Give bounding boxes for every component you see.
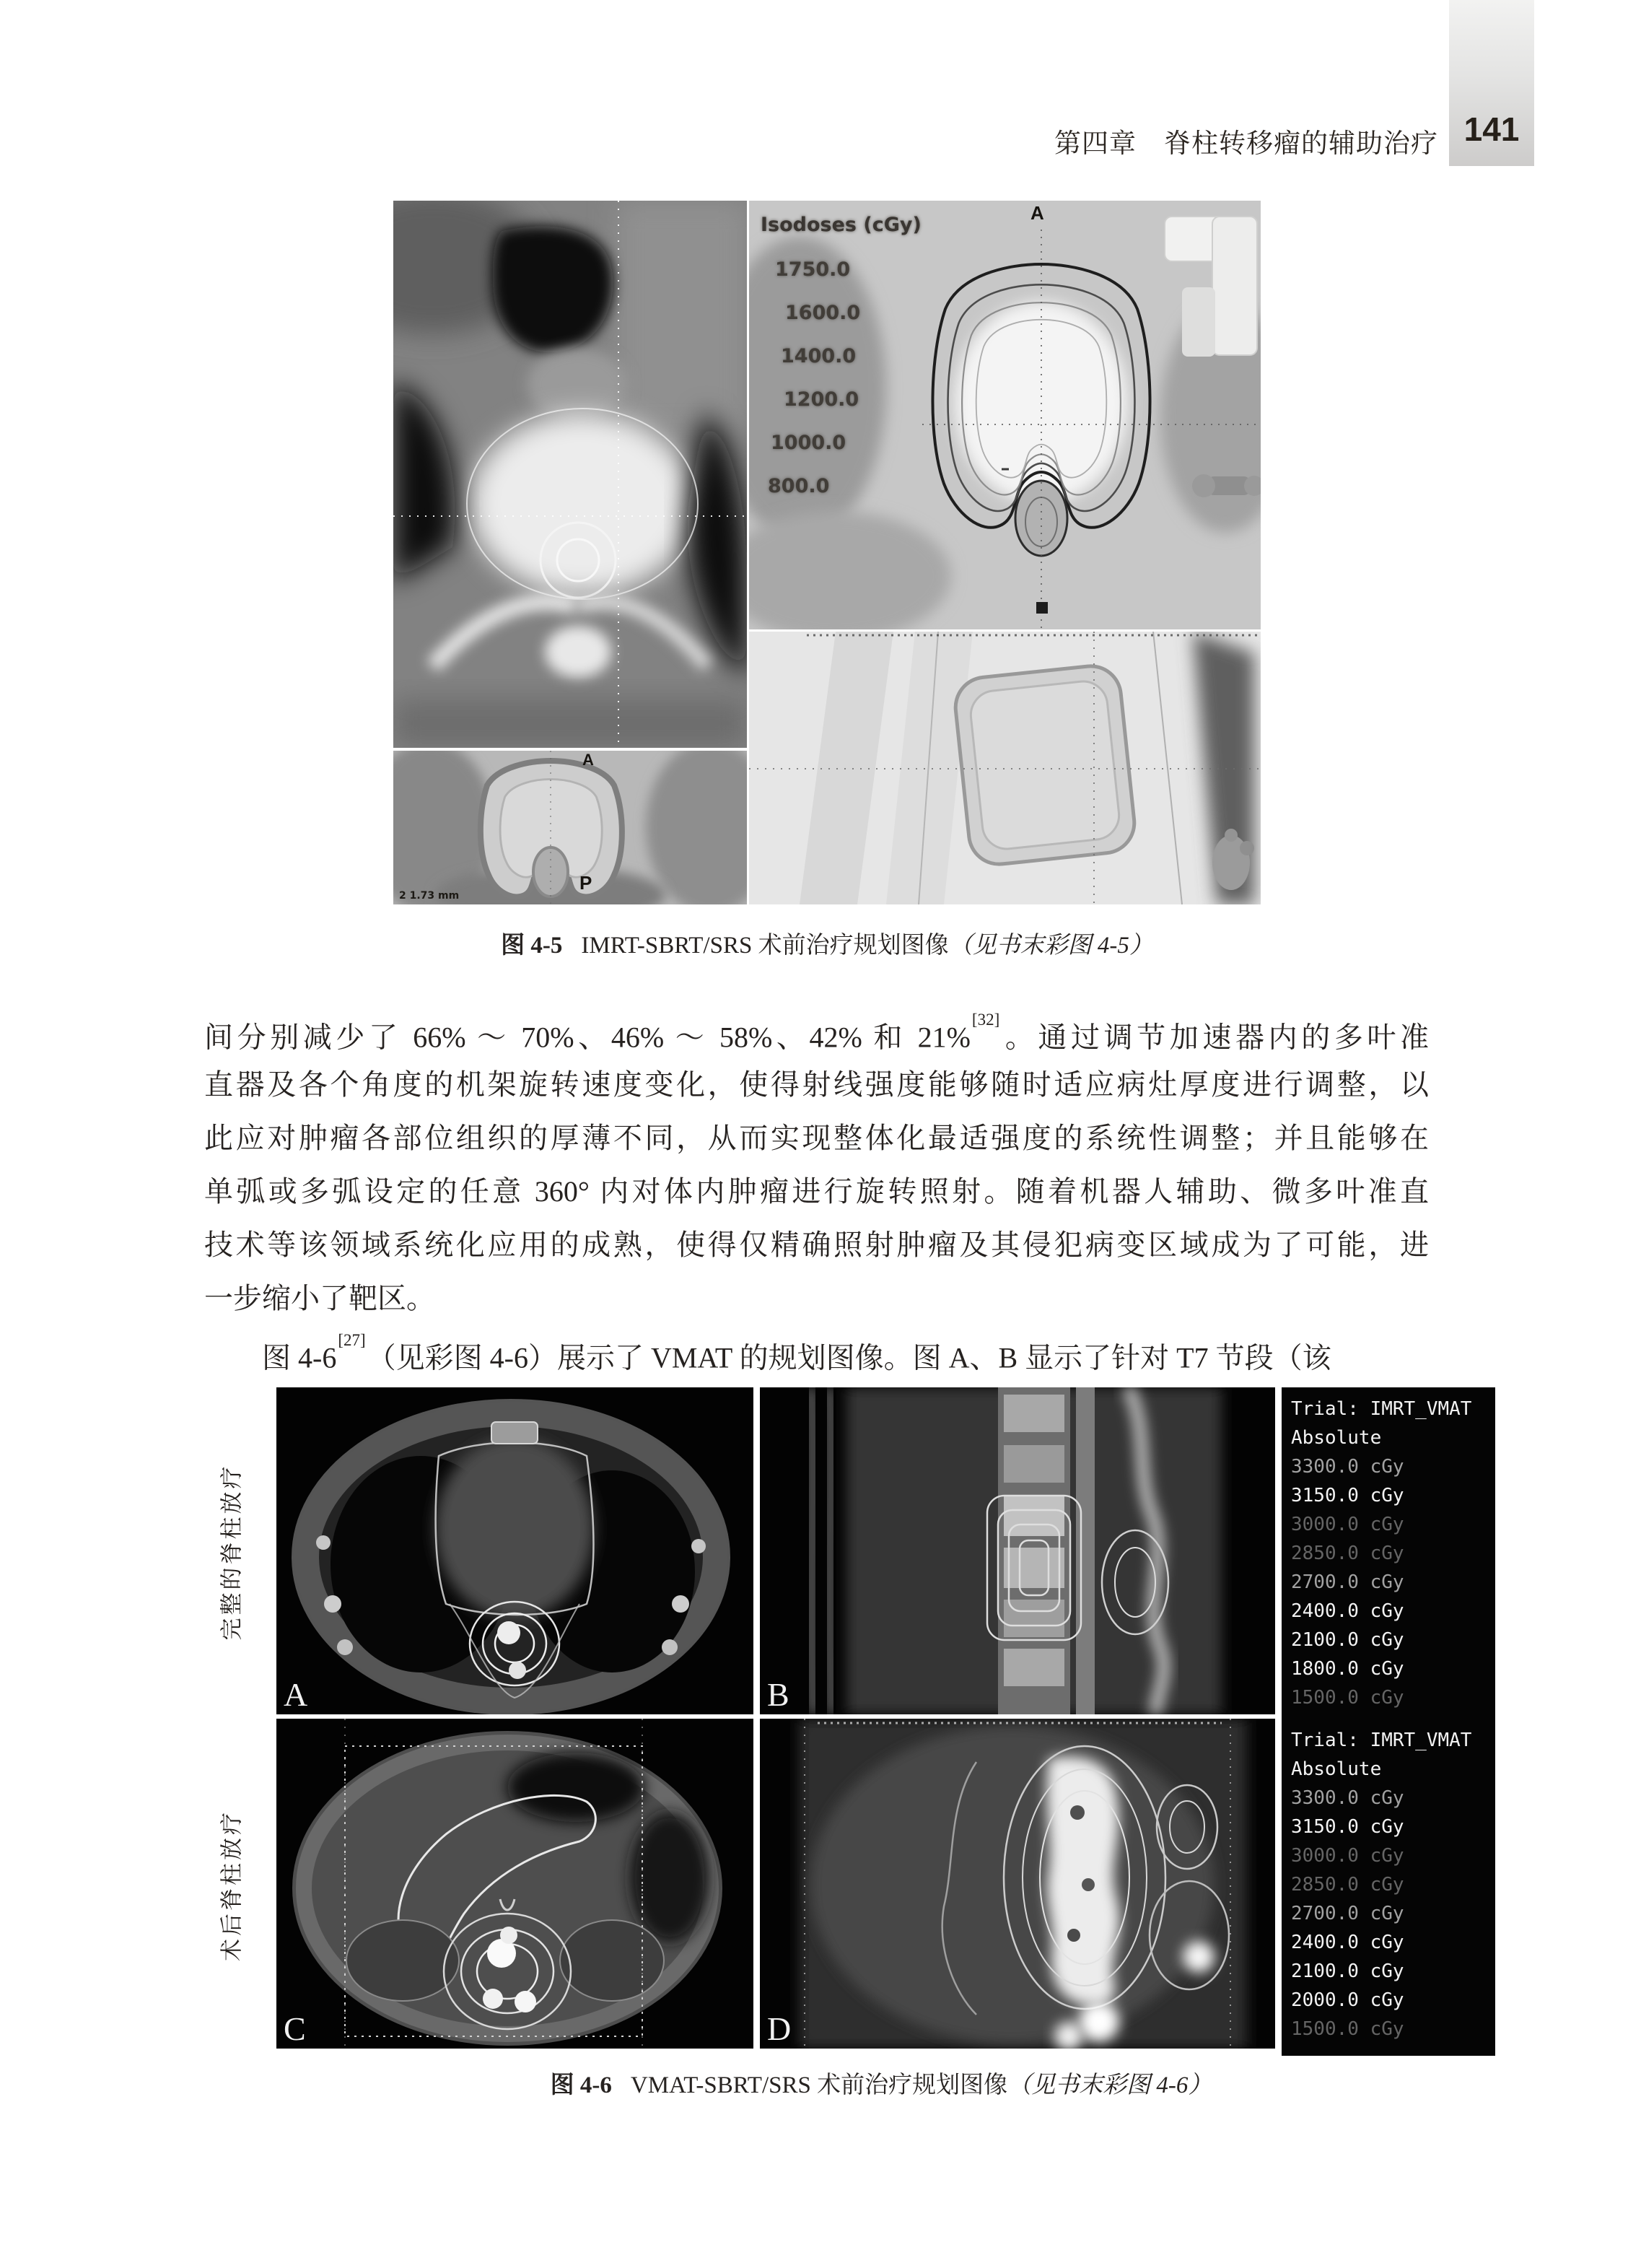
legend-line: Absolute [1291, 1427, 1382, 1449]
panel-b-label: B [767, 1676, 789, 1713]
legend-line: Trial: IMRT_VMAT [1291, 1730, 1472, 1751]
fig45-dosewash-axial-image [393, 751, 747, 904]
body-line [204, 1325, 1429, 1379]
orientation-marker-a: A [582, 751, 594, 769]
orientation-marker-p: P [579, 872, 592, 894]
fig45-isodose-zoom-image [749, 201, 1261, 629]
panel-d-label: D [767, 2010, 792, 2047]
legend-line: 2850.0 cGy [1291, 1874, 1404, 1896]
fig46-panel-d-image [760, 1719, 1275, 2049]
fig46-dose-legend-top [1282, 1387, 1495, 1722]
legend-line: 1800.0 cGy [1291, 1658, 1404, 1680]
chapter-header: 第四章 脊柱转移瘤的辅助治疗 [1054, 129, 1438, 159]
figure-4-5-caption-note: （见书末彩图 4-5） [948, 933, 1153, 959]
ct-sagittal-spine-graphic [760, 1387, 1275, 1714]
citation-ref: [27] [338, 1331, 366, 1349]
body-text-segment: （见彩图 4-6）展示了 VMAT 的规划图像。图 A、B 显示了针对 T7 节段（该 [367, 1341, 1331, 1374]
legend-line: 3150.0 cGy [1291, 1816, 1404, 1838]
fig45-axial-ct-image [393, 201, 747, 748]
page-number-tab [1449, 0, 1534, 166]
legend-line: 2850.0 cGy [1291, 1543, 1404, 1564]
body-line: 一步缩小了靶区。 [204, 1282, 435, 1314]
figure-4-6-caption [276, 2066, 1486, 2100]
citation-ref: [32] [971, 1011, 1000, 1029]
figure-4-6-row1-label: 完整的脊柱放疗 [219, 1463, 245, 1641]
figure-4-6-row2-label: 术后脊柱放疗 [219, 1810, 245, 1961]
legend-line: 2400.0 cGy [1291, 1932, 1404, 1953]
legend-line: 1500.0 cGy [1291, 1687, 1404, 1709]
legend-line: Trial: IMRT_VMAT [1291, 1398, 1472, 1420]
body-text-segment: 图 4-6 [262, 1341, 337, 1374]
legend-line: 2100.0 cGy [1291, 1960, 1404, 1982]
legend-line: Absolute [1291, 1758, 1382, 1780]
legend-line: 1500.0 cGy [1291, 2018, 1404, 2040]
legend-line: 3000.0 cGy [1291, 1514, 1404, 1535]
isodose-value: 1200.0 [784, 388, 859, 411]
isodose-legend-title: Isodoses (cGy) [761, 214, 922, 236]
legend-line: 2000.0 cGy [1291, 1989, 1404, 2011]
body-text-segment: 。通过调节加速器内的多叶准 [1001, 1021, 1430, 1054]
figure-4-5 [393, 201, 1261, 904]
figure-4-5-caption-label: 图 4-5 [501, 933, 563, 959]
isodose-value: 800.0 [768, 475, 830, 497]
orientation-marker-a: A [1030, 202, 1044, 224]
body-text-segment: 间分别减少了 66% ～ 70%、46% ～ 58%、42% 和 21% [204, 1021, 971, 1054]
figure-4-5-caption-text: IMRT-SBRT/SRS 术前治疗规划图像 [581, 933, 949, 959]
figure-4-5-caption [393, 926, 1261, 960]
isodose-value: 1600.0 [785, 302, 861, 324]
figure-4-6-caption-label: 图 4-6 [550, 2072, 612, 2098]
fig46-panel-c-image [276, 1719, 753, 2049]
panel-a-label: A [284, 1676, 308, 1713]
legend-line: 3300.0 cGy [1291, 1787, 1404, 1809]
legend-line: 3300.0 cGy [1291, 1456, 1404, 1478]
body-line: 直器及各个角度的机架旋转速度变化，使得射线强度能够随时适应病灶厚度进行调整，以 [204, 1068, 1429, 1101]
body-line [204, 1005, 1429, 1058]
legend-line: 2700.0 cGy [1291, 1571, 1404, 1593]
figure-4-6-caption-note: （见书末彩图 4-6） [1007, 2072, 1212, 2098]
body-line: 单弧或多弧设定的任意 360° 内对体内肿瘤进行旋转照射。随着机器人辅助、微多叶准直 [204, 1175, 1429, 1208]
body-line: 此应对肿瘤各部位组织的厚薄不同，从而实现整体化最适强度的系统性调整；并且能够在 [204, 1122, 1429, 1154]
body-line: 技术等该领域系统化应用的成熟，使得仅精确照射肿瘤及其侵犯病变区域成为了可能，进 [204, 1229, 1429, 1261]
legend-line: 2400.0 cGy [1291, 1600, 1404, 1622]
body-text [204, 1005, 1429, 1379]
ct-dosewash-graphic [393, 751, 747, 904]
fig46-panel-b-image [760, 1387, 1275, 1714]
fig46-dose-legend-bottom [1282, 1719, 1495, 2056]
fig46-panel-a-image [276, 1387, 753, 1714]
legend-line: 3000.0 cGy [1291, 1845, 1404, 1867]
isodose-value: 1750.0 [775, 258, 851, 281]
page-number: 141 [1463, 110, 1520, 148]
legend-line: 2100.0 cGy [1291, 1629, 1404, 1651]
ct-sagittal-graphic [749, 632, 1261, 904]
ct-axial-chest-graphic [276, 1387, 753, 1714]
isodose-value: 1000.0 [771, 432, 846, 454]
figure-4-6-caption-text: VMAT-SBRT/SRS 术前治疗规划图像 [630, 2072, 1008, 2098]
ct-axial-abdomen-graphic [276, 1719, 753, 2049]
legend-line: 3150.0 cGy [1291, 1485, 1404, 1506]
panel-c-label: C [284, 2010, 306, 2047]
ct-sagittal-postop-graphic [760, 1719, 1275, 2049]
figure-4-6 [276, 1387, 1486, 2049]
fig45-sagittal-dosewash-image [749, 632, 1261, 904]
legend-line: 2700.0 cGy [1291, 1903, 1404, 1924]
scale-text: 2 1.73 mm [399, 890, 460, 902]
ct-axial-graphic [393, 201, 747, 748]
isodose-value: 1400.0 [781, 345, 857, 367]
